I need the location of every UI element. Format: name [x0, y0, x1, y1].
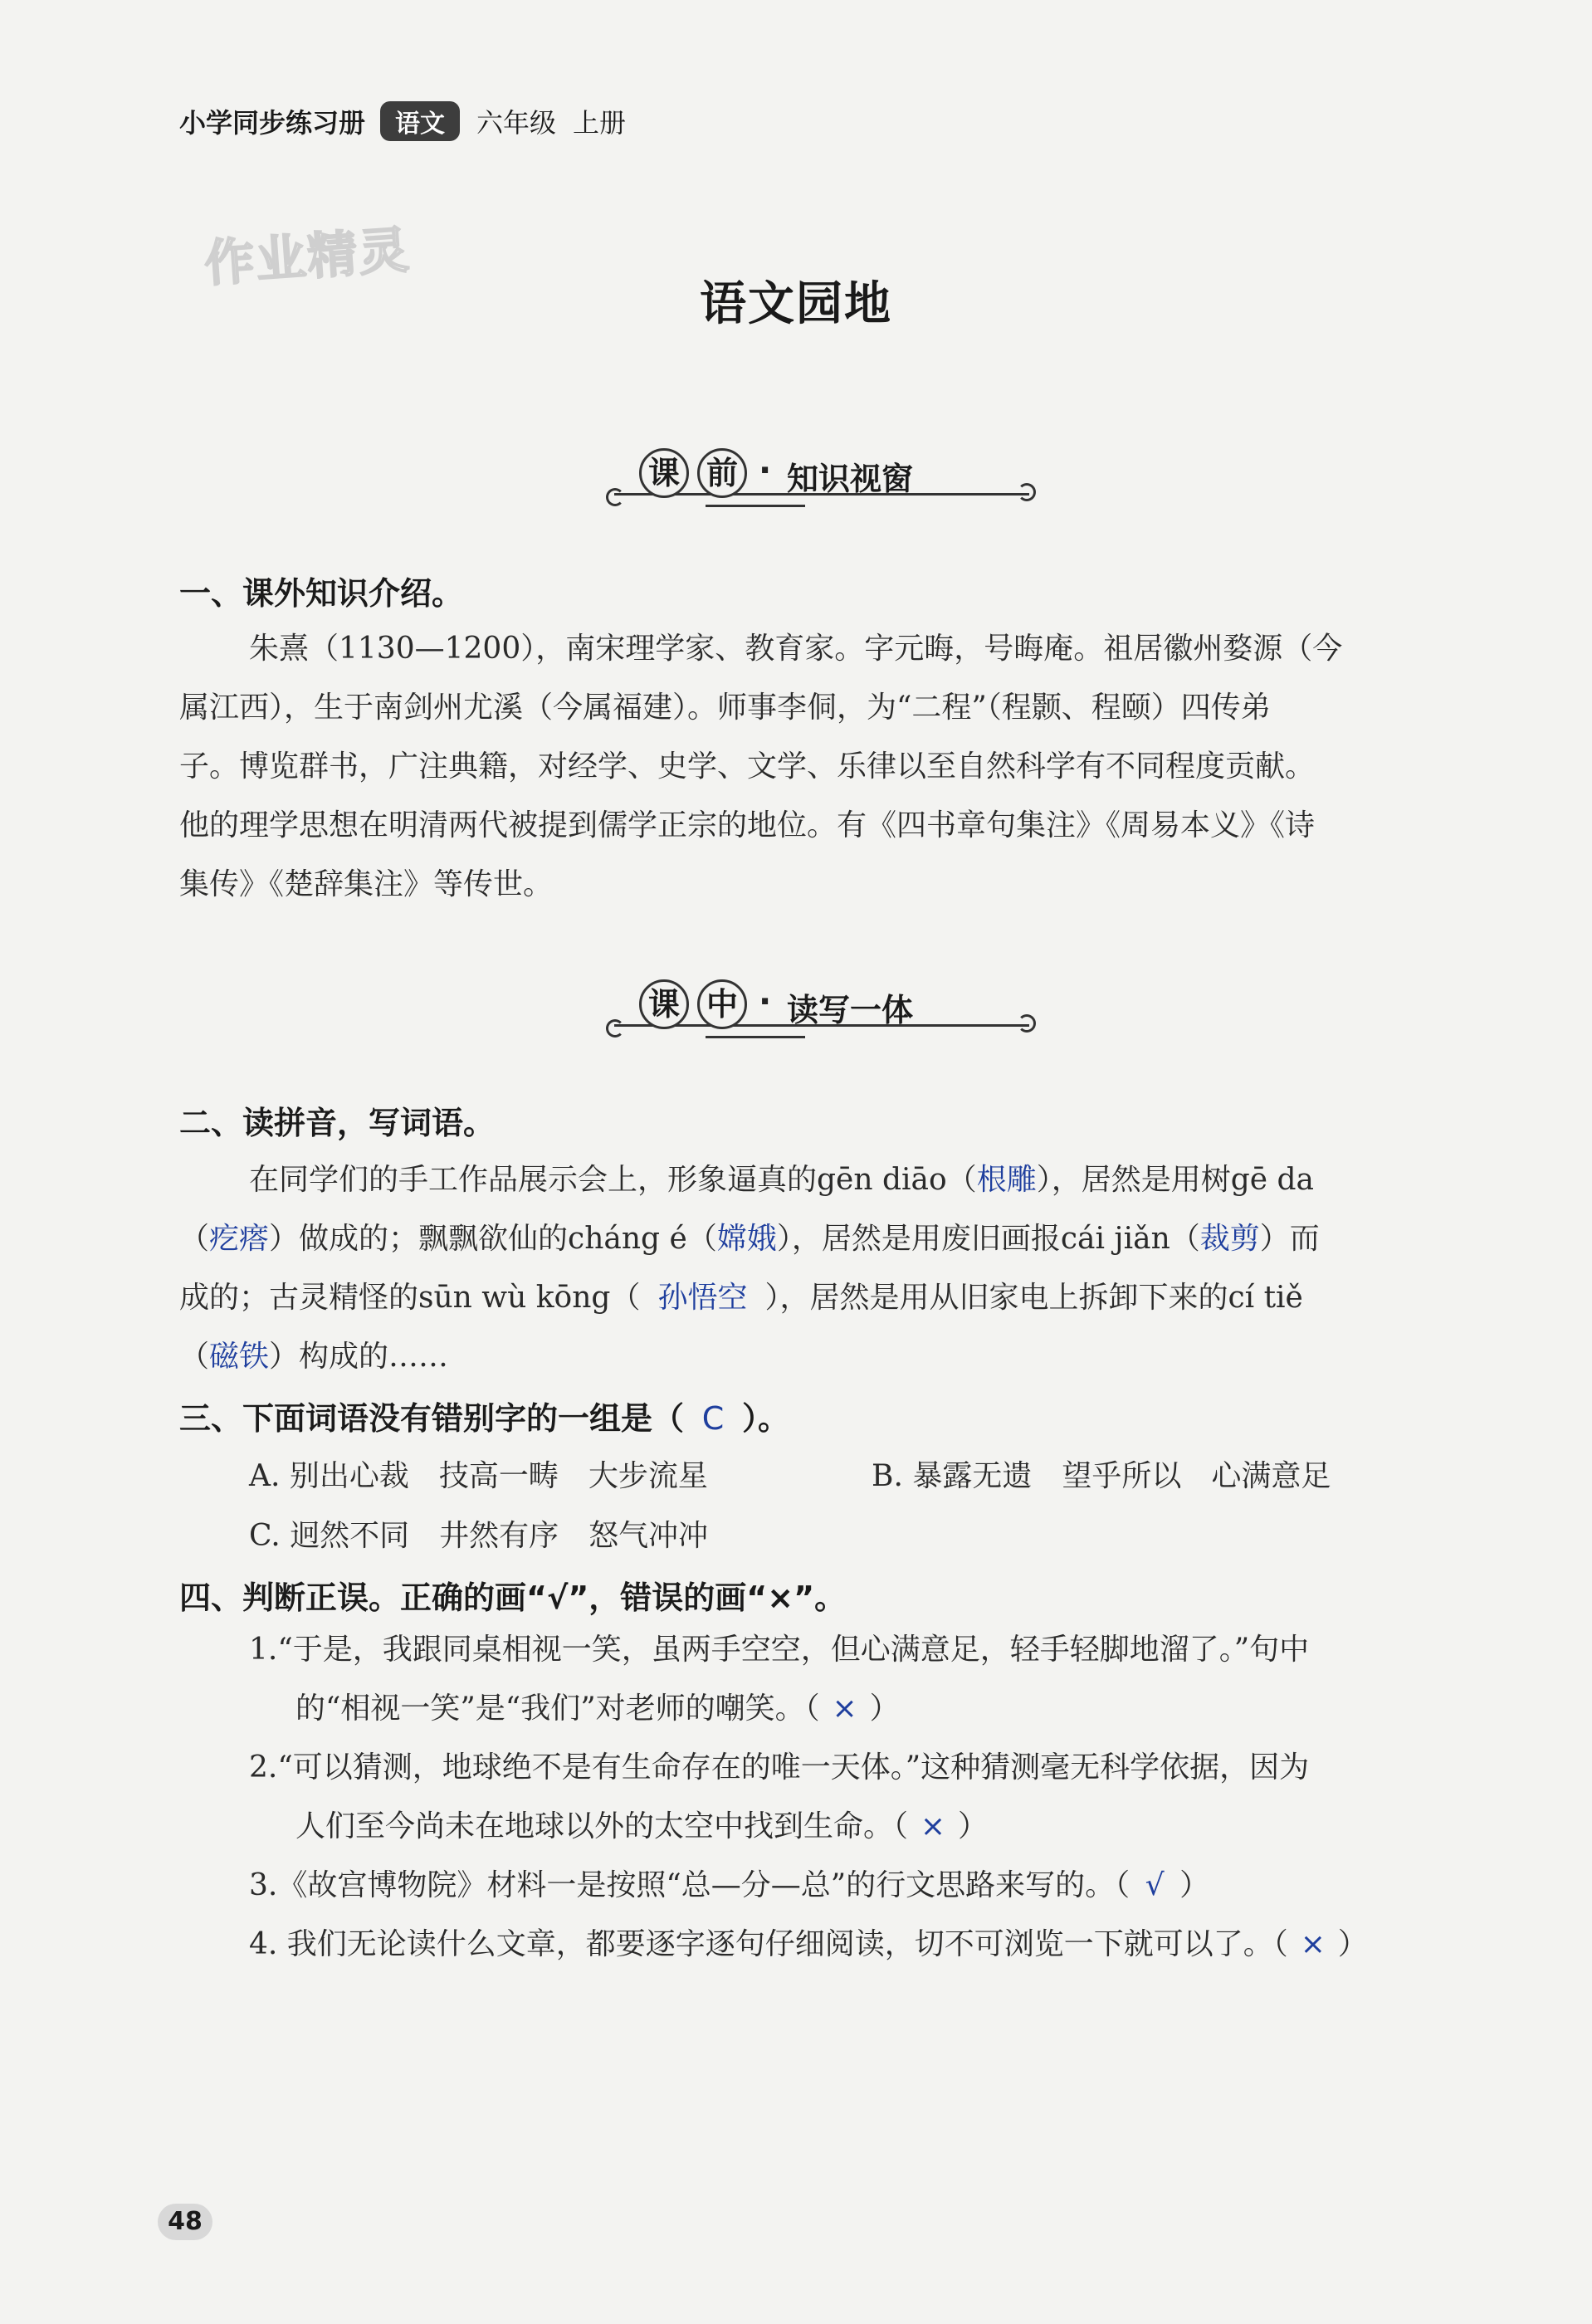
paragraph-line: （磁铁）构成的…… — [179, 1340, 449, 1374]
banner-char: 课 — [639, 448, 689, 498]
answer-text: C — [701, 1400, 725, 1437]
banner-line-short — [706, 1036, 805, 1038]
answer-mark: × — [832, 1692, 857, 1726]
option-c: C. 迥然不同 井然有序 怒气冲冲 — [249, 1519, 709, 1553]
question-item-3: 3.《故宫博物院》材料一是按照“总—分—总”的行文思路来写的。（ √ ） — [249, 1856, 1453, 1915]
paragraph-line: 朱熹（1130—1200），南宋理学家、教育家。字元晦，号晦庵。祖居徽州婺源（今 — [249, 632, 1343, 666]
answer-text: 根雕 — [976, 1163, 1037, 1197]
paragraph-line: 属江西），生于南剑州尤溪（今属福建）。师事李侗，为“二程”（程颢、程颐）四传弟 — [179, 691, 1271, 725]
answer-text: 磁铁 — [209, 1340, 270, 1374]
page-title: 语文园地 — [700, 277, 892, 331]
question-item-4: 4. 我们无论读什么文章，都要逐字逐句仔细阅读，切不可浏览一下就可以了。（ × ） — [249, 1915, 1453, 1974]
question-item-1: 1.“于是，我跟同桌相视一笑，虽两手空空，但心满意足，轻手轻脚地溜了。”句中 的“相视一笑”是“我们”对老师的嘲笑。（ × ） — [249, 1620, 1453, 1738]
option-row — [249, 1512, 708, 1555]
volume-label: 上册 — [573, 107, 627, 139]
answer-text: 疙瘩 — [209, 1222, 270, 1256]
paragraph-line: 子。博览群书，广注典籍，对经学、史学、文学、乐律以至自然科学有不同程度贡献。 — [179, 749, 1316, 784]
grade-label: 六年级 — [476, 107, 557, 139]
banner-text: 知识视窗 — [787, 461, 914, 497]
paragraph-line: 成的；古灵精怪的sūn wù kōng（ 孙悟空 ），居然是用从旧家电上拆卸下来的cí tiě — [179, 1281, 1303, 1315]
option-a: A. 别出心裁 技高一畴 大步流星 — [249, 1459, 708, 1493]
answer-text: 孙悟空 — [657, 1281, 748, 1315]
question-item-2: 2.“可以猜测，地球绝不是有生命存在的唯一天体。”这种猜测毫无科学依据，因为 人们至今尚未在地球以外的太空中找到生命。（ × ） — [249, 1738, 1453, 1856]
banner-text: 读写一体 — [787, 992, 914, 1028]
section-banner-in-class — [606, 976, 1029, 1042]
section-heading-4: 四、判断正误。正确的画“√”，错误的画“×”。 — [179, 1579, 847, 1616]
paragraph-line: 他的理学思想在明清两代被提到儒学正宗的地位。有《四书章句集注》《周易本义》《诗 — [179, 808, 1316, 842]
paragraph-line: 集传》《楚辞集注》等传世。 — [179, 867, 554, 901]
paragraph-line: 在同学们的手工作品展示会上，形象逼真的gēn diāo（根雕），居然是用树gē da — [249, 1163, 1315, 1197]
banner-dot: · — [759, 983, 772, 1021]
banner-ornament — [606, 1019, 624, 1038]
watermark: 作业精灵 — [203, 221, 413, 294]
section-banner-pre-class — [606, 445, 1029, 511]
section-heading-2: 二、读拼音，写词语。 — [179, 1105, 496, 1141]
page-number: 48 — [158, 2204, 212, 2240]
banner-ornament — [1018, 483, 1036, 501]
option-row — [872, 1452, 1331, 1495]
series-title: 小学同步练习册 — [179, 107, 366, 139]
banner-char: 中 — [697, 979, 747, 1029]
answer-mark: √ — [1145, 1868, 1165, 1902]
banner-ornament — [1018, 1014, 1036, 1033]
intro-paragraph — [179, 619, 1449, 914]
option-b: B. 暴露无遗 望乎所以 心满意足 — [872, 1459, 1331, 1493]
section-heading-1: 一、课外知识介绍。 — [179, 575, 464, 612]
banner-char: 课 — [639, 979, 689, 1029]
paragraph-line: （疙瘩）做成的；飘飘欲仙的cháng é（嫦娥），居然是用废旧画报cái jiǎn（裁剪）而 — [179, 1222, 1320, 1256]
banner-dot: · — [759, 452, 772, 490]
answer-mark: × — [920, 1809, 946, 1843]
section-heading-3: 三、下面词语没有错别字的一组是（ C ）。 — [179, 1400, 790, 1437]
pinyin-paragraph — [179, 1150, 1449, 1386]
subject-badge: 语文 — [380, 101, 460, 141]
page-header — [179, 98, 626, 144]
banner-char: 前 — [697, 448, 747, 498]
banner-ornament — [606, 488, 624, 506]
answer-mark: × — [1300, 1927, 1326, 1961]
option-row — [249, 1452, 708, 1495]
answer-text: 嫦娥 — [716, 1222, 777, 1256]
answer-text: 裁剪 — [1199, 1222, 1260, 1256]
banner-line-short — [706, 505, 805, 507]
